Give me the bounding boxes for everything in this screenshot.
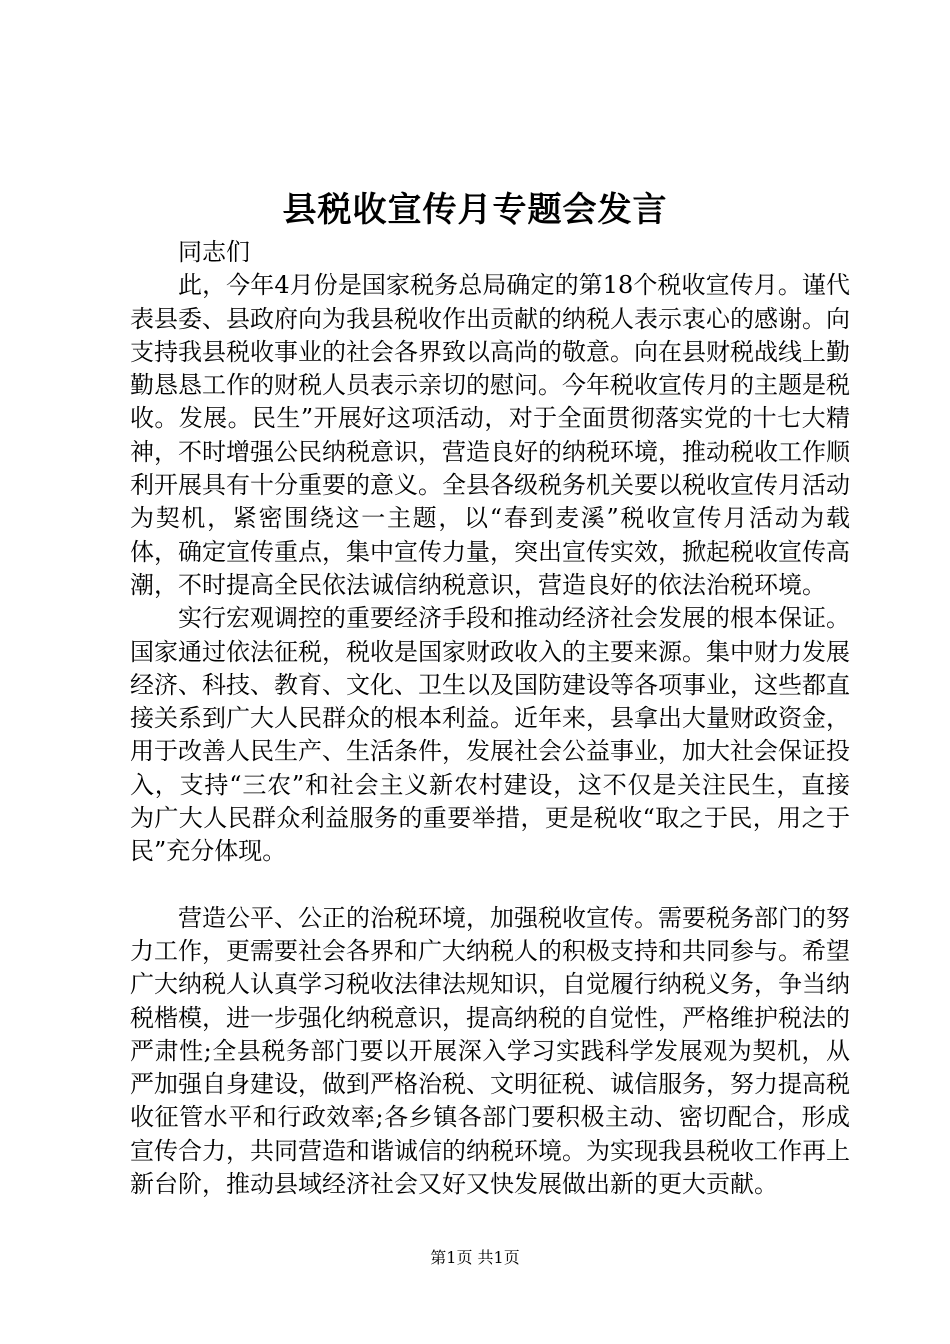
paragraph-3: 营造公平、公正的治税环境，加强税收宣传。需要税务部门的努力工作，更需要社会各界和广大纳税人的积极支持和共同参与。希望广大纳税人认真学习税收法律法规知识，自觉履行纳税义务，争当纳税楷模，进一步强化纳税意识，提高纳税的自觉性，严格维护税法的严肃性;全县税务部门要以开展深入学习实践科学发展观为契机，从严加强自身建设，做到严格治税、文明征税、诚信服务，努力提高税收征管水平和行政效率;各乡镇各部门要积极主动、密切配合，形成宣传合力，共同营造和谐诚信的纳税环境。为实现我县税收工作再上新台阶，推动县域经济社会又好又快发展做出新的更大贡献。 — [130, 903, 850, 1199]
page-number: 第1页 共1页 — [430, 1248, 520, 1267]
document-body — [130, 236, 850, 1201]
greeting: 同志们 — [178, 238, 250, 266]
paragraph-1: 此，今年4月份是国家税务总局确定的第18个税收宣传月。谨代表县委、县政府向为我县税收作出贡献的纳税人表示衷心的感谢。向支持我县税收事业的社会各界致以高尚的敬意。向在县财税战线上勤勤恳恳工作的财税人员表示亲切的慰问。今年税收宣传月的主题是税收。发展。民生”开展好这项活动，对于全面贯彻落实党的十七大精神，不时增强公民纳税意识，营造良好的纳税环境，推动税收工作顺利开展具有十分重要的意义。全县各级税务机关要以税收宣传月活动为契机，紧密围绕这一主题，以“春到麦溪”税收宣传月活动为载体，确定宣传重点，集中宣传力量，突出宣传实效，掀起税收宣传高潮，不时提高全民依法诚信纳税意识，营造良好的依法治税环境。 — [130, 271, 850, 599]
paragraph-2: 实行宏观调控的重要经济手段和推动经济社会发展的根本保证。国家通过依法征税，税收是国家财政收入的主要来源。集中财力发展经济、科技、教育、文化、卫生以及国防建设等各项事业，这些都直接关系到广大人民群众的根本利益。近年来，县拿出大量财政资金，用于改善人民生产、生活条件，发展社会公益事业，加大社会保证投入，支持“三农”和社会主义新农村建设，这不仅是关注民生，直接为广大人民群众利益服务的重要举措，更是税收“取之于民，用之于民”充分体现。 — [130, 604, 850, 866]
document-title: 县税收宣传月专题会发言 — [282, 190, 668, 230]
